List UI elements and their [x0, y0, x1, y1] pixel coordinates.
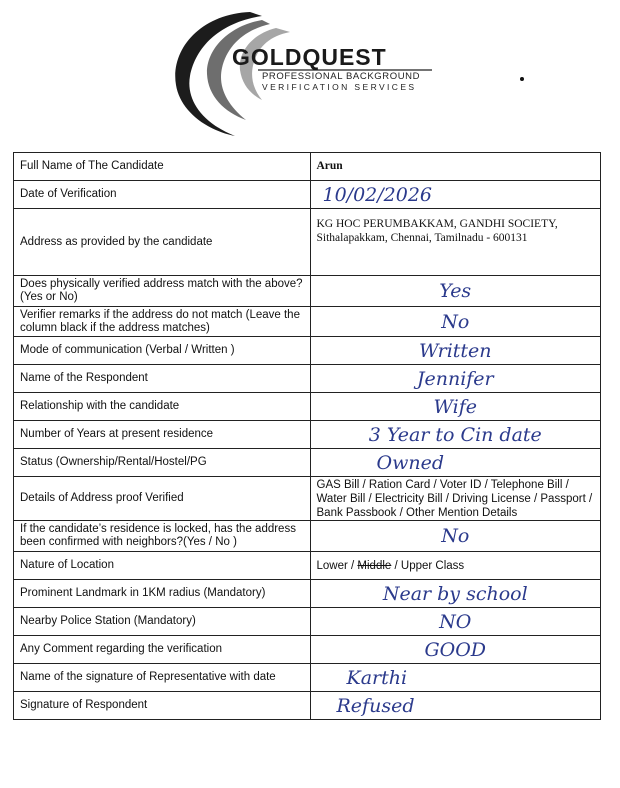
answer-cell	[310, 521, 601, 552]
verification-form-table	[13, 152, 601, 720]
answer-cell	[310, 307, 601, 337]
handwritten-answer: No	[441, 310, 470, 333]
goldquest-logo	[0, 0, 620, 140]
answer-cell	[310, 608, 601, 636]
table-row	[14, 608, 601, 636]
table-row	[14, 209, 601, 276]
address-proof-options: GAS Bill / Ration Card / Voter ID / Telephone Bill / Water Bill / Electricity Bill / Driving License / Passport / Bank Passbook / Other Mention Details	[316, 478, 593, 519]
location-option-lower: Lower /	[316, 559, 355, 572]
question-cell: Relationship with the candidate	[14, 393, 311, 421]
question-cell: If the candidate’s residence is locked, has the address been confirmed with neighbors?(Yes / No )	[14, 521, 311, 552]
location-option-middle: Middle	[357, 559, 392, 572]
table-row	[14, 521, 601, 552]
table-row	[14, 153, 601, 181]
question-cell: Signature of Respondent	[14, 692, 311, 720]
table-row	[14, 449, 601, 477]
answer-cell	[310, 153, 601, 181]
location-option-upper: / Upper Class	[394, 559, 465, 572]
table-row	[14, 580, 601, 608]
question-cell: Full Name of The Candidate	[14, 153, 311, 181]
representative-signature: Karthi	[346, 666, 408, 689]
question-cell: Details of Address proof Verified	[14, 477, 311, 521]
question-cell: Mode of communication (Verbal / Written )	[14, 337, 311, 365]
handwritten-answer: GOOD	[424, 638, 487, 661]
question-cell: Does physically verified address match with the above? (Yes or No)	[14, 276, 311, 307]
table-row	[14, 337, 601, 365]
handwritten-answer: 3 Year to Cin date	[368, 423, 542, 446]
question-cell: Date of Verification	[14, 181, 311, 209]
answer-cell	[310, 181, 601, 209]
address-line-1: KG HOC PERUMBAKKAM, GANDHI SOCIETY,	[316, 218, 558, 230]
answer-cell	[310, 393, 601, 421]
answer-cell	[310, 692, 601, 720]
answer-cell	[310, 477, 601, 521]
handwritten-answer: Yes	[439, 280, 472, 302]
question-cell: Status (Ownership/Rental/Hostel/PG	[14, 449, 311, 477]
table-row	[14, 477, 601, 521]
logo-wordmark: GOLDQUEST	[232, 44, 387, 70]
question-cell: Any Comment regarding the verification	[14, 636, 311, 664]
answer-cell	[310, 636, 601, 664]
ink-dot	[520, 77, 524, 81]
question-cell: Address as provided by the candidate	[14, 209, 311, 276]
answer-cell	[310, 580, 601, 608]
question-cell: Verifier remarks if the address do not match (Leave the column black if the address matches)	[14, 307, 311, 337]
answer-cell	[310, 276, 601, 307]
answer-cell	[310, 365, 601, 393]
handwritten-answer: No	[441, 525, 470, 547]
table-row	[14, 393, 601, 421]
question-cell: Number of Years at present residence	[14, 421, 311, 449]
table-row	[14, 421, 601, 449]
handwritten-answer: Owned	[376, 451, 444, 474]
table-row	[14, 636, 601, 664]
answer-cell	[310, 449, 601, 477]
address-line-2: Sithalapakkam, Chennai, Tamilnadu - 600131	[316, 232, 528, 244]
handwritten-answer: NO	[439, 610, 472, 633]
handwritten-answer: Wife	[433, 395, 478, 418]
table-row	[14, 276, 601, 307]
table-row	[14, 552, 601, 580]
table-row	[14, 307, 601, 337]
answer-cell	[310, 552, 601, 580]
handwritten-answer: Written	[418, 339, 492, 362]
question-cell: Nature of Location	[14, 552, 311, 580]
table-row	[14, 365, 601, 393]
table-row	[14, 181, 601, 209]
answer-cell	[310, 421, 601, 449]
candidate-name: Arun	[316, 160, 343, 172]
answer-cell	[310, 664, 601, 692]
table-row	[14, 664, 601, 692]
answer-cell	[310, 209, 601, 276]
logo-tagline-1: PROFESSIONAL BACKGROUND	[262, 71, 421, 82]
handwritten-answer: Jennifer	[416, 367, 494, 390]
question-cell: Nearby Police Station (Mandatory)	[14, 608, 311, 636]
handwritten-date: 10/02/2026	[322, 183, 433, 206]
table-row	[14, 692, 601, 720]
handwritten-answer: Near by school	[382, 582, 528, 605]
question-cell: Name of the Respondent	[14, 365, 311, 393]
respondent-signature: Refused	[336, 694, 415, 717]
logo-tagline-2: VERIFICATION SERVICES	[262, 82, 417, 92]
question-cell: Prominent Landmark in 1KM radius (Mandatory)	[14, 580, 311, 608]
question-cell: Name of the signature of Representative with date	[14, 664, 311, 692]
answer-cell	[310, 337, 601, 365]
